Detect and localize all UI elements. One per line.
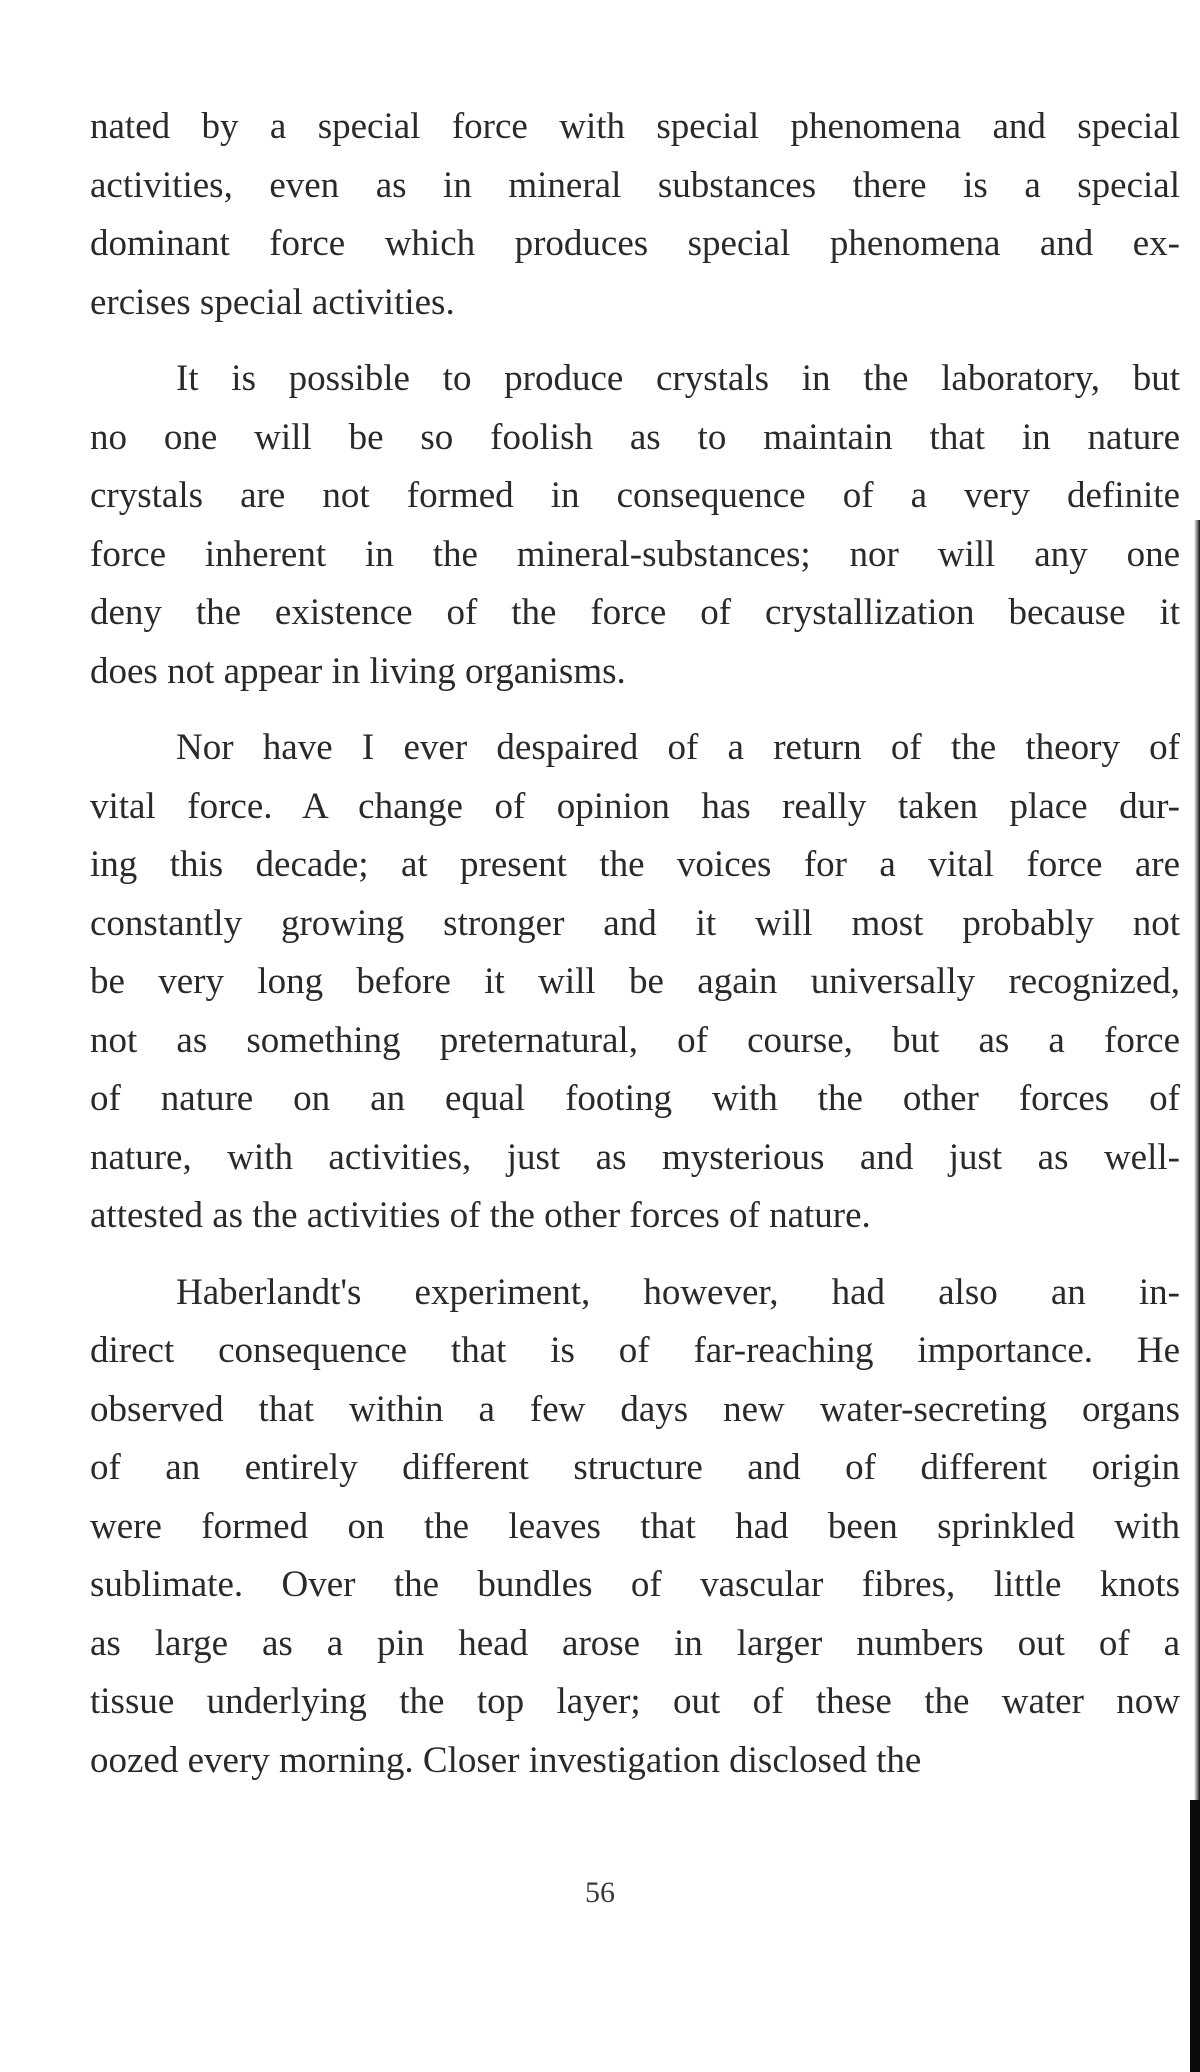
- text-line: be very long before it will be again universally recognized,: [90, 961, 1180, 1002]
- text-line: ing this decade; at present the voices for a vital force are: [90, 844, 1180, 885]
- text-line: Haberlandt's experiment, however, had also an in-: [176, 1271, 1180, 1313]
- text-line: Nor have I ever despaired of a return of the theory of: [176, 727, 1180, 768]
- text-line: were formed on the leaves that had been sprinkled with: [90, 1505, 1180, 1547]
- text-line: It is possible to produce crystals in the laboratory, but: [176, 358, 1180, 399]
- text-line: dominant force which produces special phenomena and ex-: [90, 223, 1180, 264]
- text-line: sublimate. Over the bundles of vascular fibres, little knots: [90, 1564, 1180, 1605]
- paragraph: [90, 350, 1180, 701]
- text-line: observed that within a few days new water-secreting organs: [90, 1388, 1180, 1430]
- text-line: tissue underlying the top layer; out of these the water now: [90, 1681, 1180, 1722]
- text-line: crystals are not formed in consequence of a very definite: [90, 475, 1180, 516]
- text-line: nature, with activities, just as mysterious and just as well-: [90, 1136, 1180, 1178]
- text-line: does not appear in living organisms.: [90, 650, 626, 692]
- text-line: ercises special activities.: [90, 281, 455, 323]
- text-line: constantly growing stronger and it will most probably not: [90, 902, 1180, 944]
- text-line: not as something preternatural, of course, but as a force: [90, 1019, 1180, 1061]
- text-line: deny the existence of the force of crystallization because it: [90, 592, 1180, 633]
- text-line: no one will be so foolish as to maintain that in nature: [90, 416, 1180, 458]
- text-line: activities, even as in mineral substances there is a special: [90, 164, 1180, 206]
- text-line: vital force. A change of opinion has really taken place dur-: [90, 785, 1180, 827]
- page-edge-dark: [1190, 1800, 1200, 2072]
- body-text: [90, 98, 1180, 1808]
- text-line: oozed every morning. Closer investigation disclosed the: [90, 1739, 922, 1781]
- paragraph: [90, 1264, 1180, 1791]
- text-line: attested as the activities of the other forces of nature.: [90, 1195, 871, 1236]
- paragraph: [90, 98, 1180, 332]
- paragraph: [90, 719, 1180, 1246]
- text-line: of an entirely different structure and of different origin: [90, 1447, 1180, 1488]
- text-line: force inherent in the mineral-substances; nor will any one: [90, 533, 1180, 575]
- page-number: 56: [585, 1876, 615, 1909]
- text-line: nated by a special force with special phenomena and special: [90, 106, 1180, 147]
- text-line: direct consequence that is of far-reaching importance. He: [90, 1330, 1180, 1371]
- text-line: as large as a pin head arose in larger numbers out of a: [90, 1622, 1180, 1664]
- text-line: of nature on an equal footing with the other forces of: [90, 1078, 1180, 1119]
